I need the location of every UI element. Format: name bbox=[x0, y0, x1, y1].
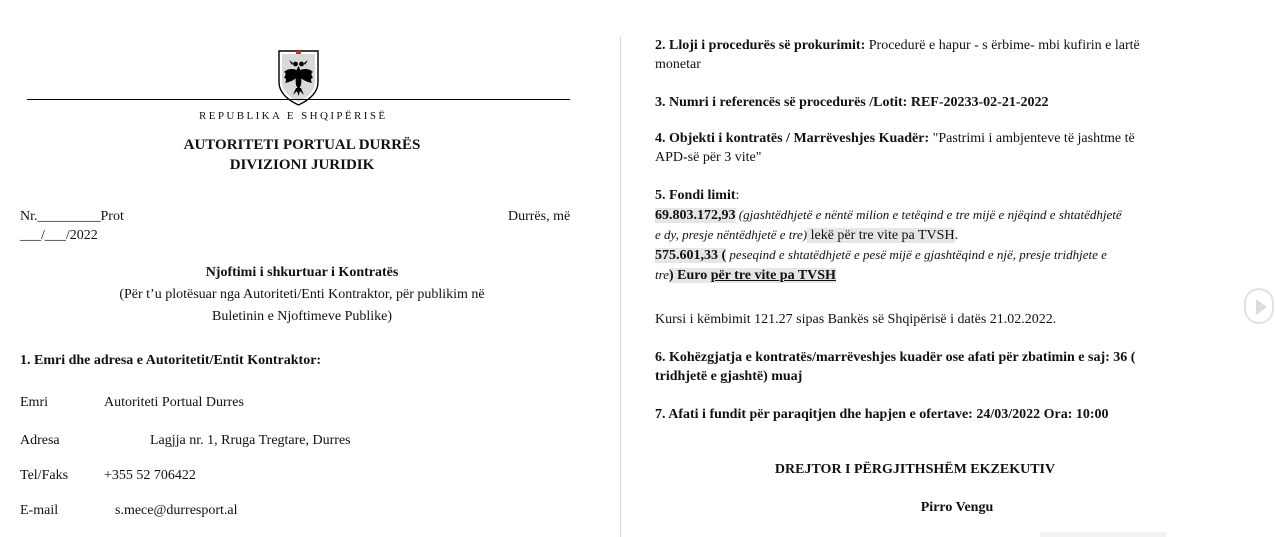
fund-eur-words: peseqind e shtatëdhjetë e pesë mijë e gjashtëqind e një, presje tridhjete e bbox=[726, 247, 1107, 262]
section-1-heading: 1. Emri dhe adresa e Autoritetit/Entit Kontraktor: bbox=[20, 353, 322, 368]
fund-eur-suffix: ) Euro bbox=[668, 268, 711, 283]
section-4-value: "Pastrimi i ambjenteve të jashtme të bbox=[929, 131, 1135, 146]
play-arrow-icon bbox=[1256, 299, 1267, 315]
fund-eur-terms: për tre vite pa TVSH bbox=[710, 268, 836, 283]
division-name: DIVIZIONI JURIDIK bbox=[229, 157, 375, 173]
field-label-phone: Tel/Faks bbox=[20, 468, 69, 483]
section-5-label: 5. Fondi limit bbox=[655, 188, 736, 203]
field-label-address: Adresa bbox=[20, 433, 60, 448]
section-2 bbox=[655, 36, 1220, 74]
notice-title: Njoftimi i shkurtuar i Kontratës bbox=[205, 265, 399, 280]
fund-lek-words: (gjashtëdhjetë e nëntë milion e tetëqind e tre mijë e njëqind e shtatëdhjetë bbox=[735, 207, 1122, 222]
exchange-rate: Kursi i këmbimit 121.27 sipas Bankës së Shqipërisë i datës 21.02.2022. bbox=[655, 312, 1057, 327]
section-2-value-cont: monetar bbox=[655, 57, 701, 72]
field-value-address: Lagjja nr. 1, Rruga Tregtare, Durres bbox=[150, 433, 351, 448]
field-value-phone: +355 52 706422 bbox=[104, 468, 196, 483]
bottom-shade bbox=[1040, 532, 1166, 537]
fund-lek-words-cont: e dy, presje nëntëdhjetë e tre) bbox=[655, 227, 808, 242]
fund-eur-words-cont: tre bbox=[655, 267, 669, 282]
section-4-value-cont: APD-së për 3 vite" bbox=[655, 150, 762, 165]
nr-prefix: Nr. bbox=[20, 209, 38, 224]
section-7: 7. Afati i fundit për paraqitjen dhe hapjen e ofertave: 24/03/2022 Ora: 10:00 bbox=[655, 407, 1109, 422]
prot-label: Prot bbox=[100, 209, 124, 224]
nr-blank: _________ bbox=[37, 209, 101, 224]
notice-subtitle-line1: (Për t’u plotësuar nga Autoriteti/Enti Kontraktor, për publikim në bbox=[119, 287, 485, 302]
section-3: 3. Numri i referencës së procedurës /Lotit: REF-20233-02-21-2022 bbox=[655, 95, 1049, 110]
section-2-value: Procedurë e hapur - s ërbime- mbi kufirin e lartë bbox=[865, 38, 1140, 53]
fund-lek-amount: 69.803.172,93 bbox=[655, 208, 736, 223]
notice-subtitle-line2: Buletinin e Njoftimeve Publike) bbox=[211, 309, 393, 324]
protocol-number bbox=[20, 209, 124, 225]
section-6-line1: 6. Kohëzgjatja e kontratës/marrëveshjes kuadër ose afati për zbatimin e saj: 36 ( bbox=[655, 350, 1136, 365]
section-4-label: 4. Objekti i kontratës / Marrëveshjes Kuadër: bbox=[655, 131, 930, 146]
field-label-email: E-mail bbox=[20, 503, 59, 518]
date-blank: ___/___/2022 bbox=[20, 228, 98, 243]
header-rule bbox=[27, 99, 570, 100]
fund-lek-suffix: lekë për tre vite pa TVSH bbox=[807, 228, 955, 243]
fund-lek-dot: . bbox=[954, 228, 959, 243]
city-label: Durrës, më bbox=[508, 209, 571, 224]
albanian-eagle-emblem-icon bbox=[276, 48, 321, 106]
section-4 bbox=[655, 129, 1220, 167]
authority-name: AUTORITETI PORTUAL DURRËS bbox=[183, 137, 421, 153]
fund-eur-amount: 575.601,33 ( bbox=[655, 248, 727, 263]
left-page bbox=[0, 0, 610, 537]
field-label-name: Emri bbox=[20, 395, 48, 410]
section-6-line2: tridhjetë e gjashtë) muaj bbox=[655, 369, 803, 384]
next-page-button[interactable] bbox=[1244, 288, 1274, 324]
section-5 bbox=[655, 186, 1220, 285]
field-value-email[interactable]: s.mece@durresport.al bbox=[115, 503, 238, 518]
section-2-label: 2. Lloji i procedurës së prokurimit: bbox=[655, 38, 866, 53]
director-title: DREJTOR I PËRGJITHSHËM EKZEKUTIV bbox=[774, 462, 1056, 477]
right-page bbox=[622, 0, 1276, 537]
section-6 bbox=[655, 348, 1220, 386]
republic-heading: REPUBLIKA E SHQIPËRISË bbox=[199, 110, 388, 122]
director-name: Pirro Vengu bbox=[920, 500, 994, 515]
field-value-name: Autoriteti Portual Durres bbox=[104, 395, 244, 410]
page-divider bbox=[620, 36, 621, 537]
section-5-colon: : bbox=[735, 188, 740, 203]
